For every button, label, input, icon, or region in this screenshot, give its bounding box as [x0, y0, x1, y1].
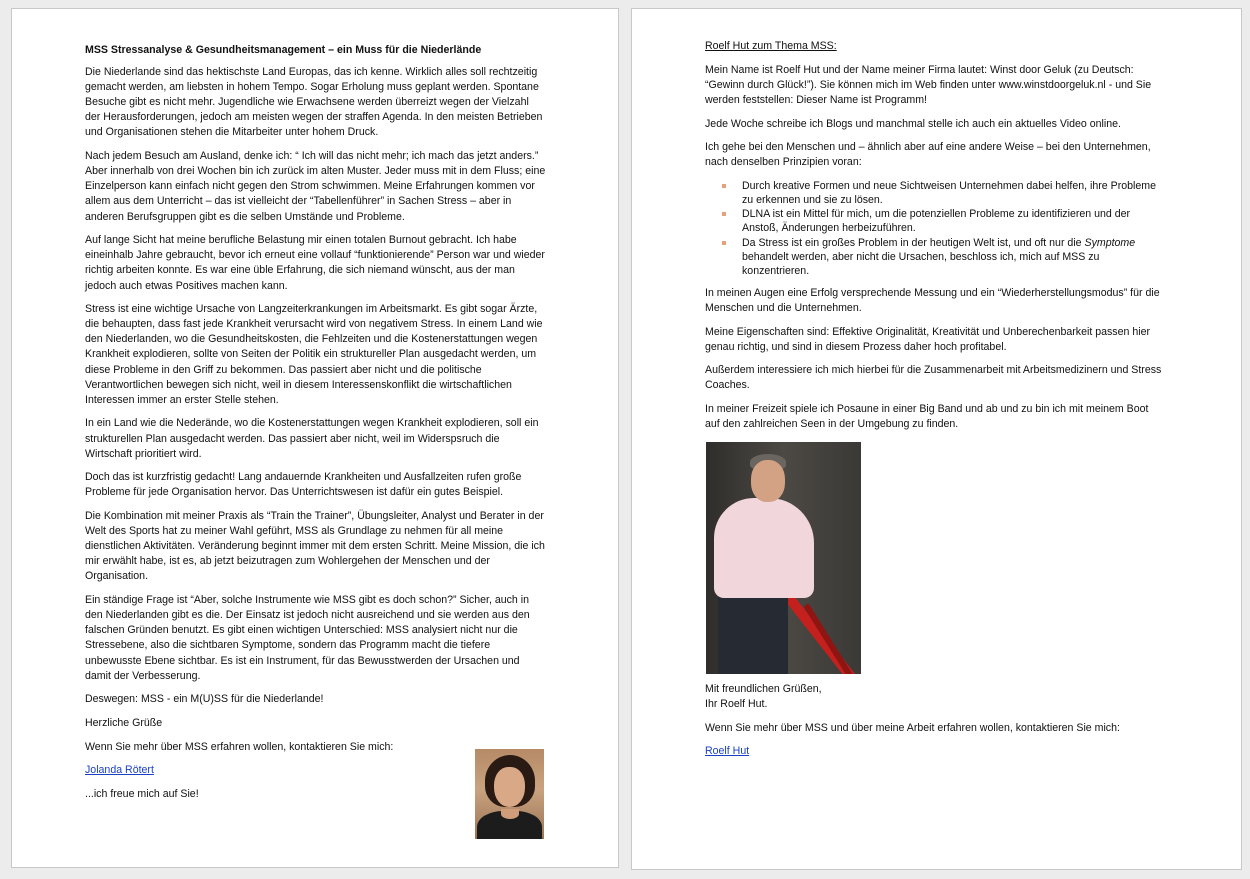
section-heading: Roelf Hut zum Thema MSS: [705, 40, 837, 52]
greeting: Herzliche Grüße [85, 717, 163, 729]
paragraph: Die Niederlande sind das hektischste Land Europas, das ich kenne. Wirklich alles soll rechtzeitig gemacht werden, am liebsten in hohem Tempo. Sogar Erholung muss geplant werden. Spontane Besuche gibt es nicht mehr. Jugendliche wie Erwachsene werden überreizt wegen der Vielzahl der Herausforderungen, jedoch am meisten wegen der straffen Agenda. In den meisten Betrieben und Organisationen stehen die Mitarbeiter unter hohem Druck. [85, 66, 543, 139]
document-page-right [631, 8, 1242, 870]
contact-link-jolanda[interactable]: Jolanda Rötert [85, 764, 154, 777]
contact-prompt: Wenn Sie mehr über MSS erfahren wollen, kontaktieren Sie mich: [85, 740, 394, 753]
paragraph: Mein Name ist Roelf Hut und der Name meiner Firma lautet: Winst door Geluk (zu Deutsch: “Gewinn durch Glück!”). Sie können mich im Web finden unter www.winstdoorgeluk.nl - und Sie werden feststellen: Dieser Name ist Programm! [705, 63, 1152, 106]
list-item: DLNA ist ein Mittel für mich, um die potenziellen Probleme zu identifizieren und der Anstoß, Änderungen herbeizuführen. [742, 207, 1165, 235]
list-item: Durch kreative Formen und neue Sichtweisen Unternehmen dabei helfen, ihre Probleme zu erkennen und sie zu lösen. [742, 179, 1165, 207]
page-right-content [705, 39, 1165, 441]
closing-line: ...ich freue mich auf Sie! [85, 788, 199, 801]
list-item [742, 236, 1165, 278]
article-title: MSS Stressanalyse & Gesundheitsmanagement – ein Muss für die Niederlände [85, 44, 482, 56]
author-photo [706, 442, 861, 674]
paragraph: Deswegen: MSS - ein M(U)SS für die Niederlande! [85, 693, 324, 706]
author-photo [475, 749, 544, 839]
principles-list [705, 179, 1165, 278]
list-item-text: behandelt werden, aber nicht die Ursachen, beschloss ich, mich auf MSS zu konzentrieren. [742, 250, 1100, 277]
list-item-text: Da Stress ist ein großes Problem in der heutigen Welt ist, und oft nur die [742, 236, 1085, 249]
paragraph: Stress ist eine wichtige Ursache von Langzeiterkrankungen im Arbeitsmarkt. Es gibt sogar Ärzte, die behaupten, dass fast jede Krankheit verursacht wird von negativem Stress. In einem Land wie den Niederlanden, wo die Gesundheitskosten, die Fehlzeiten und die Kostenerstattungen wegen Krankheit explodieren, sollte von Seiten der Politik ein struktureller Plan ausgedacht werden, um diese Probleme in den Griff zu bekommen. Das passiert aber nicht und die politische Verantwortlichen bewegen sich nicht, weil in diesem Interessenskonflikt die wirtschaftlichen Interessen immer an erster Stelle stehen. [85, 303, 543, 406]
document-page-left [11, 8, 619, 868]
page-left-content [85, 43, 547, 811]
paragraph: Jede Woche schreibe ich Blogs und manchmal stelle ich auch ein aktuelles Video online. [705, 117, 1121, 130]
paragraph: Nach jedem Besuch am Ausland, denke ich: “ Ich will das nicht mehr; ich mach das jetzt anders.” Aber innerhalb von drei Wochen bin ich zurück im alten Muster. Jeder muss mit in dem Fluss; eine Einzelperson kann einfach nicht gegen den Strom schwimmen. Meine Erfahrungen kommen vor allem aus dem Unterricht – das ist vielleicht der “Tabellenführer” in Sachen Stress – aber in anderen Berufsgruppen gibt es die selben Umstände und Probleme. [85, 150, 546, 223]
paragraph: Auf lange Sicht hat meine berufliche Belastung mir einen totalen Burnout gebracht. Ich habe eineinhalb Jahre gebraucht, bevor ich erneut eine vollauf “funktionierende” Person war und wieder richtig arbeiten konnte. Es war eine üble Erfahrung, die sich niemand wünscht, aus der man jedoch auch etwas Positives machen kann. [85, 234, 545, 292]
paragraph: In meinen Augen eine Erfolg versprechende Messung und ein “Wiederherstellungsmodus” für die Menschen und die Unternehmen. [705, 286, 1160, 314]
paragraph: Meine Eigenschaften sind: Effektive Originalität, Kreativität und Unberechenbarkeit passen hier genau richtig, und sind in diesem Prozess daher hoch profitabel. [705, 325, 1150, 353]
paragraph: Ich gehe bei den Menschen und – ähnlich aber auf eine andere Weise – bei den Unternehmen, nach denselben Prinzipien voran: [705, 141, 1151, 169]
contact-link-roelf[interactable]: Roelf Hut [705, 745, 750, 758]
paragraph: Außerdem interessiere ich mich hierbei für die Zusammenarbeit mit Arbeitsmedizinern und Stress Coaches. [705, 364, 1162, 392]
paragraph: In ein Land wie die Nederände, wo die Kostenerstattungen wegen Krankheit explodieren, soll ein strukturellen Plan ausgedacht werden. Das passiert aber nicht, weil im Widerspsruch die Wirtschaft prioritiert wird. [85, 417, 539, 460]
signoff-line: Ihr Roelf Hut. [705, 698, 768, 711]
list-item-emphasis: Symptome [1084, 236, 1136, 249]
contact-prompt: Wenn Sie mehr über MSS und über meine Arbeit erfahren wollen, kontaktieren Sie mich: [705, 721, 1120, 734]
paragraph: Die Kombination mit meiner Praxis als “Train the Trainer”, Übungsleiter, Analyst und Berater in der Welt des Sports hat zu meiner Wahl geführt, MSS als Grundlage zu nehmen für all meine dienstlichen Aktivitäten. Veränderung beginnt immer mit dem ersten Schritt. Meine Mission, die ich mir erwählt habe, ist es, ab jetzt beizutragen zum Wohlergehen der Menschen und der Organisation. [85, 510, 545, 583]
signoff-block [705, 682, 1165, 768]
paragraph: In meiner Freizeit spiele ich Posaune in einer Big Band und ab und zu bin ich mit meinem Boot auf den zahlreichen Seen in der Umgebung zu finden. [705, 403, 1149, 431]
paragraph: Ein ständige Frage ist “Aber, solche Instrumente wie MSS gibt es doch schon?” Sicher, auch in den Niederlanden gibt es die. Der Einsatz ist jedoch nicht ausreichend und sie werden aus den falschen Gründen benutzt. Es gibt einen wichtigen Unterschied: MSS analysiert nicht nur die Stressebene, also die sichtbaren Symptome, sondern das Programm macht die tiefere unbewusste Ebene sichtbar. Es ist ein Instrument, für das Bewusstwerden der Ursachen und damit der Verbesserung. [85, 594, 530, 682]
paragraph: Doch das ist kurzfristig gedacht! Lang andauernde Krankheiten und Ausfallzeiten rufen große Probleme für jede Organisation hervor. Das Unterrichtswesen ist dafür ein gutes Beispiel. [85, 471, 522, 499]
signoff-line: Mit freundlichen Grüßen, [705, 683, 822, 695]
